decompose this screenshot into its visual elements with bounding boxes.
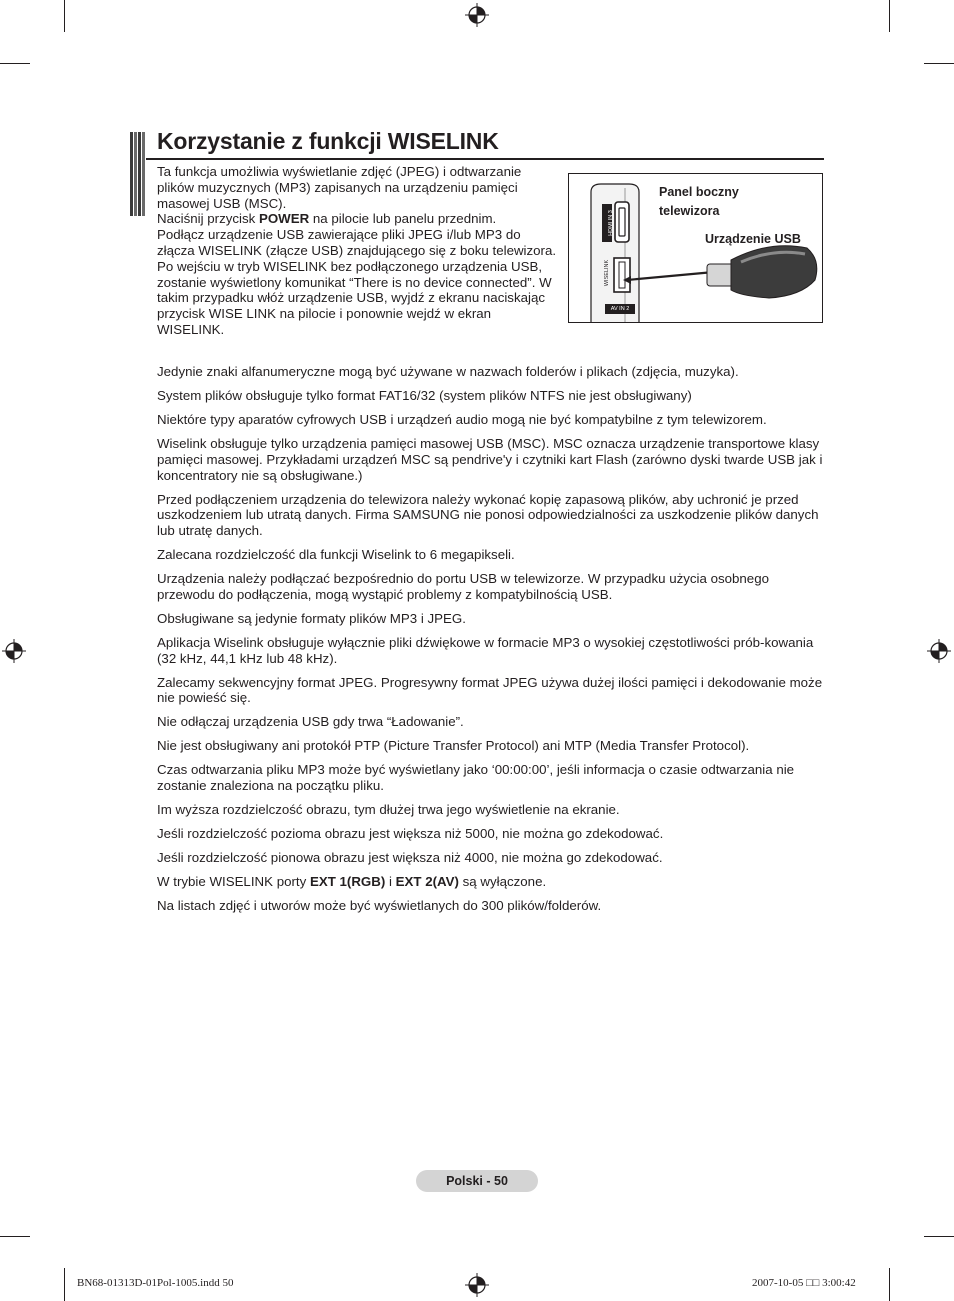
intro-line: Po wejściu w tryb WISELINK bez podłączonego urządzenia USB, zostanie wyświetlony komunikat “There is no device connected”. W takim przypadku włóż urządzenie USB, wyjdź z ekranu naciskając przycisk WISE LINK na pilocie i ponownie wejdź w ekran WISELINK.	[157, 258, 552, 337]
crop-mark	[64, 0, 65, 32]
ext1-port-label: EXT 1(RGB)	[309, 874, 386, 890]
note-item-ext-ports	[157, 874, 825, 890]
note-item: System plików obsługuje tylko format FAT16/32 (system plików NTFS nie jest obsługiwany)	[157, 387, 692, 403]
page-number-badge: Polski - 50	[416, 1170, 538, 1192]
crop-mark	[924, 63, 954, 64]
registration-mark-icon	[465, 1273, 489, 1297]
registration-mark-icon	[2, 639, 26, 663]
note-item: Zalecamy sekwencyjny format JPEG. Progresywny format JPEG używa dużej ilości pamięci i dekodowanie może nie powieść się.	[157, 674, 823, 706]
intro-line: Podłącz urządzenie USB zawierające pliki JPEG i/lub MP3 do złącza WISELINK (złącze USB) znajdującego się z boku telewizora.	[157, 227, 557, 258]
intro-text	[157, 164, 557, 338]
port-label-hdmi: HDMI IN 3	[608, 210, 614, 236]
figure-label-panel-line: Panel boczny	[659, 185, 739, 199]
note-item: Im wyższa rozdzielczość obrazu, tym dłużej trwa jego wyświetlenie na ekranie.	[157, 802, 620, 818]
note-item: Jedynie znaki alfanumeryczne mogą być używane w nazwach folderów i plikach (zdjęcia, muzyka).	[157, 364, 739, 379]
page-title: Korzystanie z funkcji WISELINK	[157, 128, 499, 154]
figure-label-usb-device: Urządzenie USB	[705, 232, 801, 246]
note-item: Niektóre typy aparatów cyfrowych USB i urządzeń audio mogą nie być kompatybilne z tym telewizorem.	[157, 411, 767, 427]
figure-label-panel-line: telewizora	[659, 204, 720, 218]
note-item: Zalecana rozdzielczość dla funkcji Wiselink to 6 megapikseli.	[157, 547, 515, 563]
power-key-label: POWER	[258, 211, 310, 227]
figure-label-panel	[659, 183, 739, 221]
usb-connection-figure	[568, 173, 823, 323]
note-text-segment: i	[385, 874, 396, 890]
port-label-av: AV IN 2	[610, 306, 630, 312]
crop-mark	[924, 1236, 954, 1237]
print-file-info: BN68-01313D-01Pol-1005.indd 50	[77, 1277, 234, 1289]
note-item: Aplikacja Wiselink obsługuje wyłącznie pliki dźwiękowe w formacie MP3 o wysokiej częstotliwości prób-kowania (32 kHz, 44,1 kHz lub 48 kHz).	[157, 634, 814, 666]
note-text-segment: W trybie WISELINK porty	[157, 874, 310, 890]
note-item: Jeśli rozdzielczość pionowa obrazu jest większa niż 4000, nie można go zdekodować.	[157, 850, 663, 866]
crop-mark	[889, 1268, 890, 1301]
note-item: Na listach zdjęć i utworów może być wyświetlanych do 300 plików/folderów.	[157, 898, 602, 914]
crop-mark	[0, 1236, 30, 1237]
title-decoration-bar	[130, 132, 146, 216]
note-item: Przed podłączeniem urządzenia do telewizora należy wykonać kopię zapasową plików, aby uchronić je przed uszkodzeniem lub utratą danych. Firma SAMSUNG nie ponosi odpowiedzialności za uszkodzenie plików danych lub utratę danych.	[157, 491, 819, 539]
registration-mark-icon	[927, 639, 951, 663]
note-item: Wiselink obsługuje tylko urządzenia pamięci masowej USB (MSC). MSC oznacza urządzenie transportowe klasy pamięci masowej. Przykładami urządzeń MSC są pendrive'y i czytniki kart Flash (zarówno dyski twarde USB jak i koncentratory nie są obsługiwane.)	[157, 435, 823, 483]
note-item: Czas odtwarzania pliku MP3 może być wyświetlany jako ‘00:00:00’, jeśli informacja o czasie odtwarzania nie zostanie znaleziona na początku pliku.	[157, 762, 795, 794]
note-item: Jeśli rozdzielczość pozioma obrazu jest większa niż 5000, nie można go zdekodować.	[157, 826, 664, 842]
crop-mark	[64, 1268, 65, 1301]
intro-line: Ta funkcja umożliwia wyświetlanie zdjęć (JPEG) i odtwarzanie plików muzycznych (MP3) zapisanych na urządzeniu pamięci masowej USB (MSC).	[157, 164, 522, 211]
note-item: Nie jest obsługiwany ani protokół PTP (Picture Transfer Protocol) ani MTP (Media Transfer Protocol).	[157, 738, 750, 754]
port-label-wiselink: WISELINK	[604, 259, 610, 287]
note-item: Urządzenia należy podłączać bezpośrednio do portu USB w telewizorze. W przypadku użycia osobnego przewodu do podłączenia, mogą wystąpić problemy z kompatybilnością USB.	[157, 571, 769, 602]
intro-line	[157, 211, 557, 227]
intro-text-segment: Naciśnij przycisk	[157, 211, 259, 227]
print-date-info: 2007-10-05 □□ 3:00:42	[752, 1277, 856, 1289]
note-item: Nie odłączaj urządzenia USB gdy trwa “Ładowanie”.	[157, 714, 464, 730]
ext2-port-label: EXT 2(AV)	[395, 874, 459, 890]
note-text-segment: są wyłączone.	[458, 874, 547, 890]
notes-list	[157, 364, 825, 922]
crop-mark	[0, 63, 30, 64]
intro-text-segment: na pilocie lub panelu przednim.	[309, 211, 497, 227]
crop-mark	[889, 0, 890, 32]
registration-mark-icon	[465, 3, 489, 27]
note-item: Obsługiwane są jedynie formaty plików MP3 i JPEG.	[157, 610, 466, 626]
title-underline	[146, 158, 824, 160]
